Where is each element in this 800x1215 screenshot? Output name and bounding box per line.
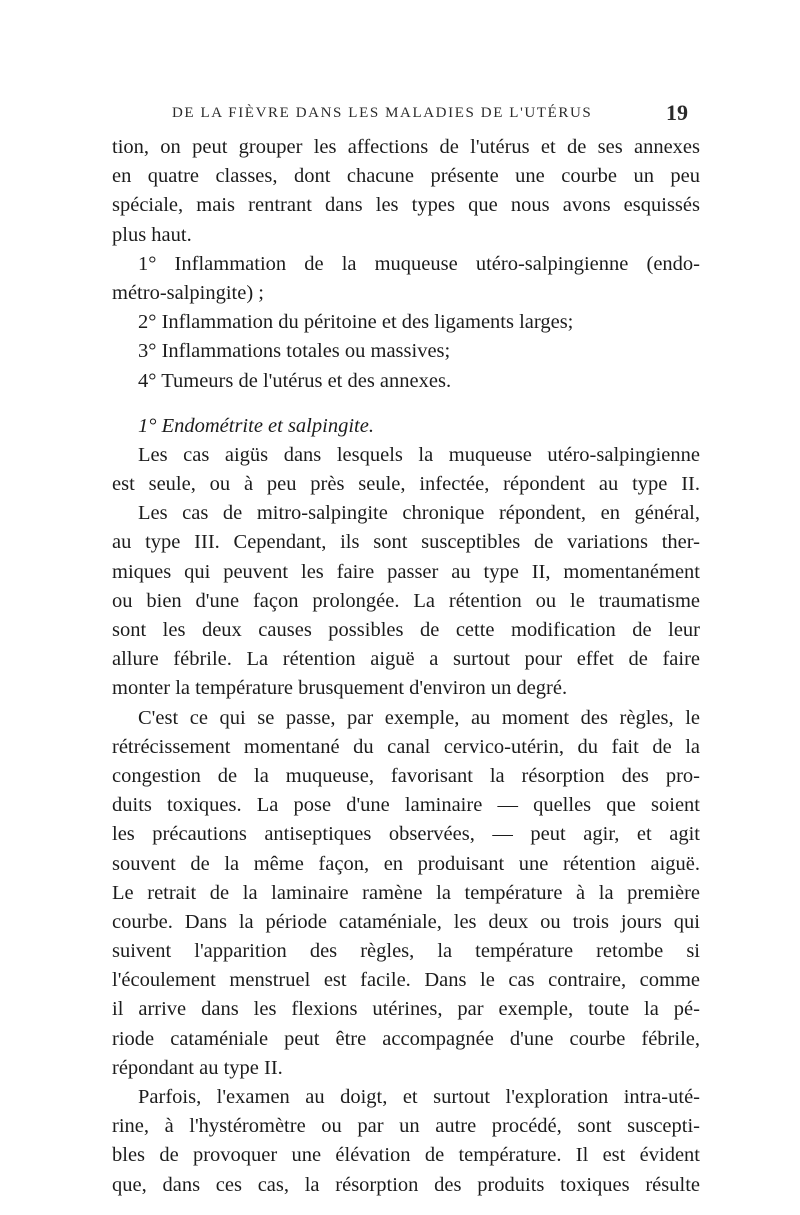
text-line: congestion de la muqueuse, favorisant la résorption des pro- [112,764,700,787]
list-item-text: 3° Inflammations totales ou massives; [138,340,451,363]
running-title: DE LA FIÈVRE DANS LES MALADIES DE L'UTÉRUS [172,105,593,121]
text-line: allure fébrile. La rétention aiguë a surtout pour effet de faire [112,648,700,671]
text-line: spéciale, mais rentrant dans les types que nous avons esquissés [112,194,700,217]
section-gap [112,396,700,412]
text-line: miques qui peuvent les faire passer au type II, momentanément [112,560,700,583]
text-line: en quatre classes, dont chacune présente une courbe un peu [112,165,700,188]
text-line: riode cataméniale peut être accompagnée d'une courbe fébrile, [112,1027,700,1050]
text-line: courbe. Dans la période cataméniale, les deux ou trois jours qui [112,910,700,933]
text-line: Les cas de mitro-salpingite chronique répondent, en général, [138,502,700,525]
text-line: métro-salpingite) ; [112,281,264,304]
text-line: Parfois, l'examen au doigt, et surtout l'exploration intra-uté- [138,1086,700,1108]
text-line: que, dans ces cas, la résorption des produits toxiques résulte [112,1173,700,1196]
body-text [112,133,700,1200]
list-item-text: 4° Tumeurs de l'utérus et des annexes. [138,369,452,392]
text-line: l'écoulement menstruel est facile. Dans le cas contraire, comme [112,969,700,992]
text-line: est seule, ou à peu près seule, infectée, répondent au type II. [112,473,700,496]
text-line: au type III. Cependant, ils sont susceptibles de variations ther- [112,531,700,554]
text-line: C'est ce qui se passe, par exemple, au moment des règles, le [138,706,700,729]
text-line: répondant au type II. [112,1056,283,1079]
text-line: tion, on peut grouper les affections de l'utérus et de ses annexes [112,136,700,158]
text-line: souvent de la même façon, en produisant une rétention aiguë. [112,852,700,875]
page-number: 19 [666,100,688,125]
text-line: ou bien d'une façon prolongée. La rétention ou le traumatisme [112,589,700,612]
text-line: rétrécissement momentané du canal cervico-utérin, du fait de la [112,735,700,758]
text-line: bles de provoquer une élévation de température. Il est évident [112,1144,700,1167]
text-line: il arrive dans les flexions utérines, par exemple, toute la pé- [112,998,700,1021]
text-line: Le retrait de la laminaire ramène la température à la première [112,881,700,904]
list-item-text: 2° Inflammation du péritoine et des ligaments larges; [138,311,574,334]
list-item-text: 1° Inflammation de la muqueuse utéro-salpingienne (endo- [138,252,700,275]
text-line: suivent l'apparition des règles, la température retombe si [112,940,700,963]
text-line: duits toxiques. La pose d'une laminaire — quelles que soient [112,794,700,817]
text-line: sont les deux causes possibles de cette modification de leur [112,619,700,641]
text-line: les précautions antiseptiques observées, — peut agir, et agit [112,823,700,846]
text-line: Les cas aigüs dans lesquels la muqueuse utéro-salpingienne [138,443,700,466]
text-line: monter la température brusquement d'environ un degré. [112,677,568,700]
section-heading: 1° Endométrite et salpingite. [138,414,374,437]
text-line: rine, à l'hystéromètre ou par un autre procédé, sont suscepti- [112,1115,700,1138]
text-line: plus haut. [112,223,192,246]
running-head [112,100,700,128]
